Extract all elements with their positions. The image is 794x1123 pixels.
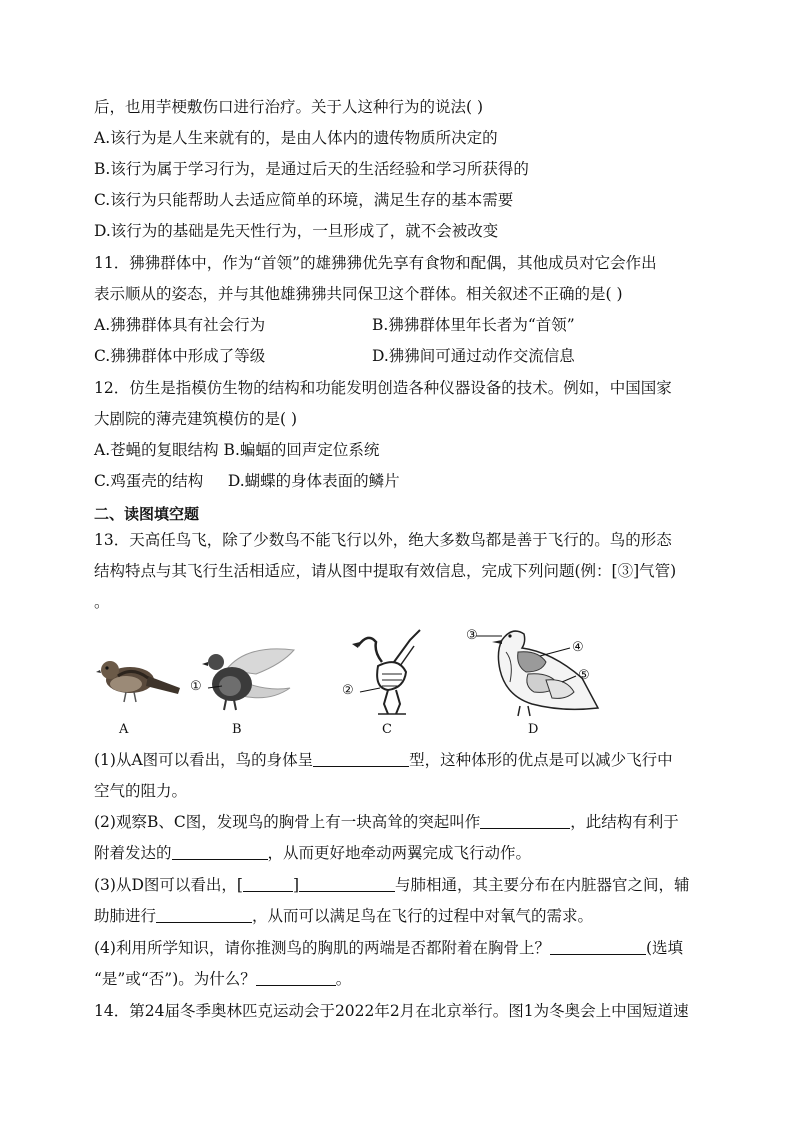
section-heading: 二、读图填空题 <box>94 505 200 523</box>
answer-blank-body-shape[interactable] <box>313 750 409 767</box>
marker-4: ④ <box>572 640 584 655</box>
figure-label-d: D <box>528 722 539 737</box>
q13-stem-line2: 结构特点与其飞行生活相适应，请从图中提取有效信息，完成下列问题(例：[③]气管) <box>94 562 677 580</box>
q11-stem-line1: 11．狒狒群体中，作为“首领”的雄狒狒优先享有食物和配偶，其他成员对它会作出 <box>94 254 657 272</box>
q12-stem-line1: 12．仿生是指模仿生物的结构和功能发明创造各种仪器设备的技术。例如，中国国家 <box>94 379 672 397</box>
marker-2: ② <box>342 683 354 698</box>
bird-dissection-b <box>186 640 298 712</box>
q11-option-d: D.狒狒间可通过动作交流信息 <box>372 347 575 365</box>
q13-part1-cont: 空气的阻力。 <box>94 782 188 800</box>
q11-option-c: C.狒狒群体中形成了等级 <box>94 347 266 365</box>
q13-part4-cont: “是”或“否”)。为什么？ 。 <box>94 970 352 988</box>
q11-option-a: A.狒狒群体具有社会行为 <box>94 316 266 334</box>
q13-stem-line1: 13．天高任鸟飞，除了少数鸟不能飞行以外，绝大多数鸟都是善于飞行的。鸟的形态 <box>94 531 672 549</box>
q12-stem-line2: 大剧院的薄壳建筑模仿的是( ) <box>94 410 298 428</box>
q13-part1: (1)从A图可以看出，鸟的身体呈 型，这种体形的优点是可以减少飞行中 <box>94 751 673 769</box>
q13-part4: (4)利用所学知识，请你推测鸟的胸肌的两端是否都附着在胸骨上？ (选填 <box>94 939 684 957</box>
bird-photo-a <box>96 650 182 706</box>
q13-part2: (2)观察B、C图，发现鸟的胸骨上有一块高耸的突起叫作 ，此结构有利于 <box>94 813 679 831</box>
figure-label-c: C <box>382 722 392 737</box>
answer-blank-muscle[interactable] <box>172 843 268 860</box>
marker-1: ① <box>190 679 202 694</box>
q13-part3-cont: 助肺进行 ，从而可以满足鸟在飞行的过程中对氧气的需求。 <box>94 907 594 925</box>
marker-3: ③ <box>466 628 478 643</box>
answer-blank-reason[interactable] <box>256 969 336 986</box>
q13-part3: (3)从D图可以看出，[ ] 与肺相通，其主要分布在内脏器官之间，辅 <box>94 876 690 894</box>
q12-options-ab: A.苍蝇的复眼结构 B.蝙蝠的回声定位系统 <box>94 441 380 459</box>
figure-label-a: A <box>119 722 129 737</box>
q12-options-cd: C.鸡蛋壳的结构 D.蝴蝶的身体表面的鳞片 <box>94 472 400 490</box>
q14-stem-line1: 14．第24届冬季奥林匹克运动会于2022年2月在北京举行。图1为冬奥会上中国短道速 <box>94 1002 689 1020</box>
answer-blank-yes-no[interactable] <box>550 938 646 955</box>
answer-blank-structure[interactable] <box>299 875 395 892</box>
marker-5: ⑤ <box>578 668 590 683</box>
q10-stem: 后，也用芋梗敷伤口进行治疗。关于人这种行为的说法( ) <box>94 98 484 116</box>
answer-blank-keel[interactable] <box>480 812 570 829</box>
answer-blank-respiration[interactable] <box>156 906 252 923</box>
q11-stem-line2: 表示顺从的姿态，并与其他雄狒狒共同保卫这个群体。相关叙述不正确的是( ) <box>94 285 623 303</box>
q10-option-b: B.该行为属于学习行为，是通过后天的生活经验和学习所获得的 <box>94 160 529 178</box>
bird-skeleton-c <box>348 626 424 718</box>
figure-label-b: B <box>232 722 242 737</box>
q13-part2-cont: 附着发达的 ，从而更好地牵动两翼完成飞行动作。 <box>94 844 532 862</box>
q11-option-b: B.狒狒群体里年长者为“首领” <box>372 316 575 334</box>
q10-option-d: D.该行为的基础是先天性行为，一旦形成了，就不会被改变 <box>94 222 499 240</box>
q10-option-c: C.该行为只能帮助人去适应简单的环境，满足生存的基本需要 <box>94 191 514 209</box>
answer-blank-marker-number[interactable] <box>243 875 293 892</box>
q10-option-a: A.该行为是人生来就有的，是由人体内的遗传物质所决定的 <box>94 129 498 147</box>
q13-stem-line3: 。 <box>94 593 110 611</box>
